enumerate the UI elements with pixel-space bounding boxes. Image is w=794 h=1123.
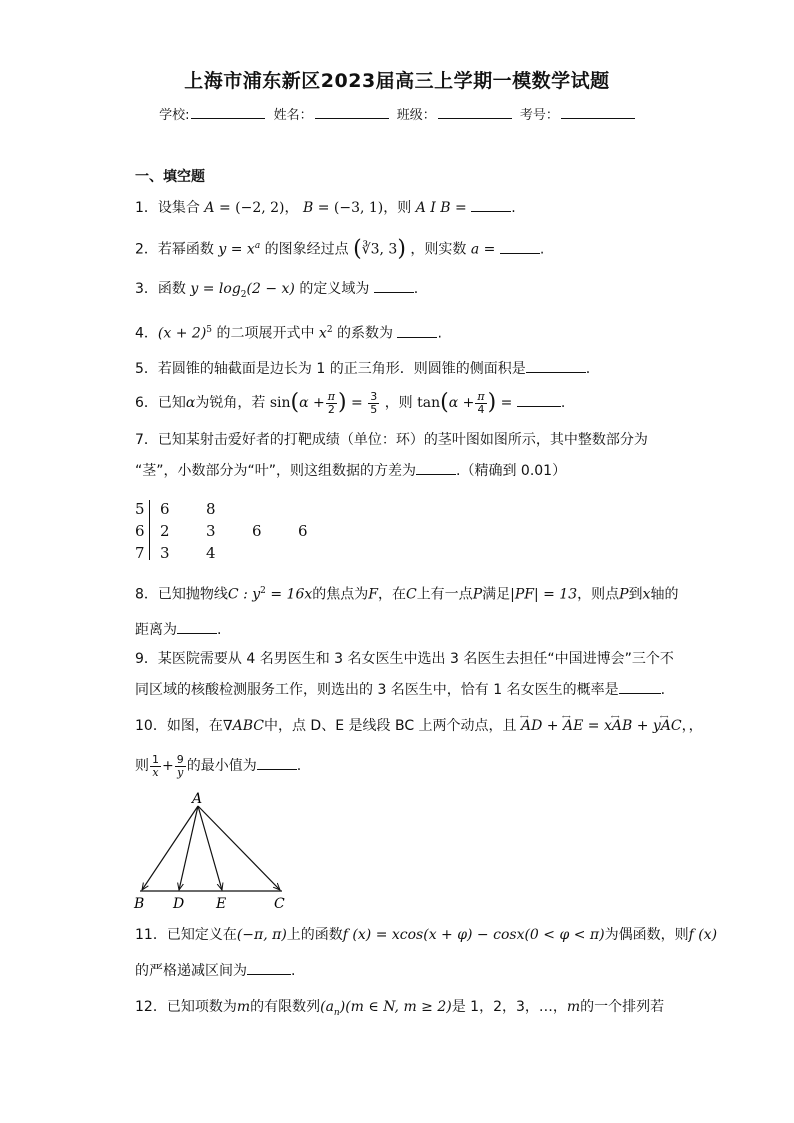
stem-7: 7 <box>135 544 145 562</box>
q1-set-b: B <box>302 200 314 216</box>
q7-answer-blank[interactable] <box>416 460 456 475</box>
q6-alpha-plus: α + <box>299 395 325 411</box>
q2-end: . <box>539 241 545 258</box>
q6-two: 2 <box>327 402 335 416</box>
q12-text2: 的有限数列 <box>250 999 321 1015</box>
q10-vector-ab: ←→ AB <box>612 716 632 736</box>
name-field <box>274 104 389 123</box>
q10-x: x <box>152 765 159 779</box>
q4-answer-blank[interactable] <box>397 323 437 338</box>
q9-line2: 同区域的核酸检测服务工作，则选出的 3 名医生中，恰有 1 名女医生的概率是 <box>135 682 619 698</box>
leaf: 4 <box>206 544 216 562</box>
q11-fx: f (x) <box>688 927 718 943</box>
q11-interval: (−π, π) <box>236 927 287 943</box>
q8-exp: 2 <box>260 586 266 596</box>
q10-frac-9-y <box>175 754 186 779</box>
q10-one: 1 <box>152 752 159 766</box>
q8-p: P <box>472 586 483 603</box>
q3-function: y = log <box>190 281 241 297</box>
question-2 <box>135 236 675 260</box>
q6-paren2-close: ) <box>487 390 497 415</box>
q8-line2: 距离为 <box>135 622 177 638</box>
question-6 <box>135 385 675 421</box>
q8-text7: 到 <box>628 586 643 603</box>
q6-five: 5 <box>370 402 378 416</box>
q10-vector-ae: ←→ AE <box>563 716 583 736</box>
q1-answer-blank[interactable] <box>471 197 511 212</box>
q10-text2: 中，点 D、E 是线段 BC 上两个动点，且 <box>263 718 517 734</box>
q12-sub: n <box>333 1007 340 1018</box>
stem-6: 6 <box>135 522 145 540</box>
question-12-line-1 <box>135 997 675 1023</box>
q2-function: y = x <box>218 241 255 258</box>
q1-text: 1．设集合 <box>135 200 200 216</box>
q8-text6: ，则点 <box>577 586 620 603</box>
q10-eq: = x <box>583 718 612 734</box>
q11-condition: (0 < φ < π) <box>524 927 605 943</box>
q5-answer-blank[interactable] <box>526 358 586 373</box>
label-b: B <box>134 896 145 912</box>
label-e: E <box>216 896 227 912</box>
q4-term-exp: 2 <box>326 325 333 335</box>
stem-row-5 <box>135 498 333 520</box>
q6-four: 4 <box>477 402 485 416</box>
q1-eq3: = <box>455 200 467 216</box>
q10-text3: 的最小值为 <box>186 758 257 774</box>
q12-m2: m <box>566 999 581 1015</box>
q6-three-fifths <box>368 391 379 416</box>
q11-function: f (x) = xcos(x + φ) − cosx <box>342 927 525 943</box>
q2-answer-blank[interactable] <box>500 239 540 254</box>
q10-end1: ，， <box>681 718 703 734</box>
q6-end: . <box>560 395 566 411</box>
leaf: 2 <box>160 522 170 540</box>
q6-text2: 为锐角，若 <box>195 395 266 411</box>
q8-end: . <box>217 622 222 638</box>
q8-pf: |PF| = 13 <box>510 586 578 603</box>
q4-text1: 的二项展开式中 <box>216 325 315 342</box>
q2-text2: 的图象经过点 <box>264 241 349 258</box>
exam-number-label: 考号： <box>519 108 559 123</box>
q10-then: 则 <box>135 758 149 774</box>
question-4 <box>135 320 675 344</box>
q11-answer-blank[interactable] <box>247 960 291 975</box>
q6-eq2: = <box>500 395 513 411</box>
q8-x: x <box>642 586 651 603</box>
q3-answer-blank[interactable] <box>374 278 414 293</box>
label-a: A <box>192 791 203 807</box>
question-11-line-1 <box>135 925 718 945</box>
q6-sin: sin <box>269 395 291 411</box>
q3-text1: 3．函数 <box>135 281 186 297</box>
page-title: 上海市浦东新区2023届高三上学期一模数学试题 <box>184 70 610 92</box>
leaf: 3 <box>206 522 216 540</box>
question-9-line-2 <box>135 679 675 700</box>
exam-number-blank <box>561 106 635 119</box>
q10-plus-sign: + <box>162 758 174 774</box>
q8-p2: P <box>619 586 629 603</box>
class-blank <box>438 106 512 119</box>
q12-seq-close: ) <box>339 999 346 1015</box>
q8-focus: F <box>368 586 378 603</box>
name-label: 姓名： <box>273 108 313 123</box>
q2-point: ∛3, 3 <box>361 241 398 258</box>
q11-text3: 为偶函数，则 <box>604 927 689 943</box>
label-d: D <box>173 896 185 912</box>
question-3 <box>135 278 675 305</box>
q6-paren-close: ) <box>338 390 347 415</box>
q10-answer-blank[interactable] <box>257 755 297 770</box>
q8-text1: 8．已知抛物线 <box>135 586 228 603</box>
q10-vector-ac: ←→ AC <box>661 716 682 736</box>
q6-pi-2: π <box>477 389 485 403</box>
q2-var: a <box>470 241 480 258</box>
q6-alpha-plus-2: α + <box>448 395 475 411</box>
q4-term: x <box>318 325 327 342</box>
question-1 <box>135 197 675 218</box>
class-field <box>397 104 512 123</box>
q6-text3: ，则 <box>384 395 413 411</box>
question-9-line-1: 9．某医院需要从 4 名男医生和 3 名女医生中选出 3 名医生去担任“中国进博会”三个不 <box>135 651 674 667</box>
q10-triangle: ∇ABC <box>222 718 264 734</box>
question-11-line-2 <box>135 960 675 981</box>
q6-eq: = <box>351 395 363 411</box>
q7-line2-text: “茎”，小数部分为“叶”，则这组数据的方差为 <box>135 463 417 479</box>
student-info-row <box>0 104 794 123</box>
q4-exp: 5 <box>206 325 213 335</box>
question-10-line-1 <box>135 716 703 736</box>
q3-arg: (2 − x) <box>246 281 295 297</box>
exam-number-field <box>520 104 635 123</box>
q2-text3: ，则实数 <box>410 241 467 258</box>
q12-condition: (m ∈ N, m ≥ 2) <box>345 999 452 1015</box>
q1-set-a: A <box>204 200 215 216</box>
triangle-figure <box>132 790 292 912</box>
school-field <box>159 104 265 123</box>
q12-text1: 12．已知项数为 <box>135 999 237 1015</box>
q10-y: y <box>177 765 184 779</box>
class-label: 班级： <box>396 108 436 123</box>
q6-alpha: α <box>185 395 196 411</box>
q11-text2: 上的函数 <box>286 927 343 943</box>
q6-pi-over-2 <box>326 391 337 416</box>
q8-curve: C : y <box>227 586 261 603</box>
q10-plus-y: + y <box>632 718 661 734</box>
q8-eq: = 16x <box>265 586 313 603</box>
q10-nine: 9 <box>176 752 184 766</box>
q4-text2: 的系数为 <box>337 325 394 342</box>
stem-5: 5 <box>135 500 145 518</box>
q6-pi-over-4 <box>475 391 486 416</box>
q3-end: . <box>413 281 419 297</box>
vector-ab-arrow <box>142 806 198 890</box>
q5-end: . <box>585 361 591 377</box>
q3-text2: 的定义域为 <box>299 281 370 297</box>
leaf: 6 <box>252 522 262 540</box>
q1-eq1: = (−2, 2)， <box>218 200 299 216</box>
q10-plus: + <box>542 718 563 734</box>
q3-base: 2 <box>240 289 247 300</box>
q2-eq: = <box>483 241 496 258</box>
school-blank <box>191 106 265 119</box>
q8-text2: 的焦点为 <box>312 586 369 603</box>
q12-seq: (a <box>320 999 334 1015</box>
q1-intersection: A I B <box>415 200 451 216</box>
q9-answer-blank[interactable] <box>619 679 661 694</box>
section-heading: 一、填空题 <box>135 169 205 185</box>
q8-text8: 轴的 <box>650 586 679 603</box>
label-c: C <box>274 896 285 912</box>
q4-end: . <box>437 325 442 342</box>
q11-end: . <box>291 963 296 979</box>
leaf: 6 <box>298 522 308 540</box>
q10-vector-ad: ←→ AD <box>521 716 542 736</box>
q8-answer-blank[interactable] <box>177 619 217 634</box>
leaf: 3 <box>160 544 170 562</box>
question-7-line-1: 7．已知某射击爱好者的打靶成绩（单位：环）的茎叶图如图所示，其中整数部分为 <box>135 432 648 448</box>
q2-paren-open: ( <box>353 236 362 262</box>
q10-end: . <box>296 758 302 774</box>
q6-paren2-open: ( <box>440 390 449 415</box>
stem-leaf-plot <box>135 498 333 564</box>
question-10-line-2 <box>135 748 675 784</box>
q6-three: 3 <box>370 389 378 403</box>
q1-eq2: = (−3, 1)，则 <box>317 200 412 216</box>
q6-text1: 6．已知 <box>135 395 186 411</box>
q4-num: 4． <box>135 325 158 342</box>
q5-text: 5．若圆锥的轴截面是边长为 1 的正三角形．则圆锥的侧面积是 <box>135 361 526 377</box>
q8-text3: ，在 <box>377 586 406 603</box>
stem-leaf-divider <box>149 500 150 560</box>
leaf: 8 <box>206 500 216 518</box>
q11-text1: 11．已知定义在 <box>135 927 237 943</box>
q8-text4: 上有一点 <box>416 586 473 603</box>
q12-text4: 的一个排列若 <box>580 999 665 1015</box>
name-blank <box>315 106 389 119</box>
q10-text1: 10．如图，在 <box>135 718 223 734</box>
question-8-line-1 <box>135 581 679 605</box>
q6-answer-blank[interactable] <box>517 392 561 407</box>
vector-ad-arrow <box>179 806 198 890</box>
school-label: 学校: <box>159 108 190 123</box>
q6-tan: tan <box>417 395 441 411</box>
q10-frac-1-x <box>150 754 161 779</box>
q8-text5: 满足 <box>482 586 511 603</box>
leaf: 6 <box>160 500 170 518</box>
q12-m: m <box>236 999 251 1015</box>
question-8-line-2 <box>135 619 675 640</box>
stem-row-7 <box>135 542 333 564</box>
question-5 <box>135 358 675 379</box>
q12-text3: 是 1，2，3，…， <box>451 999 567 1015</box>
q6-pi: π <box>327 389 335 403</box>
q11-line2: 的严格递减区间为 <box>135 963 247 979</box>
q2-text1: 2．若幂函数 <box>135 241 214 258</box>
q7-end: .（精确到 0.01） <box>456 463 567 479</box>
stem-row-6 <box>135 520 333 542</box>
q8-c: C <box>405 586 417 603</box>
q1-end: . <box>511 200 516 216</box>
question-7-line-2 <box>135 460 675 481</box>
q2-exponent: a <box>254 241 261 251</box>
q9-end: . <box>660 682 666 698</box>
q4-expr: (x + 2) <box>157 325 207 342</box>
q6-paren-open: ( <box>290 390 300 415</box>
q2-paren-close: ) <box>397 236 406 262</box>
